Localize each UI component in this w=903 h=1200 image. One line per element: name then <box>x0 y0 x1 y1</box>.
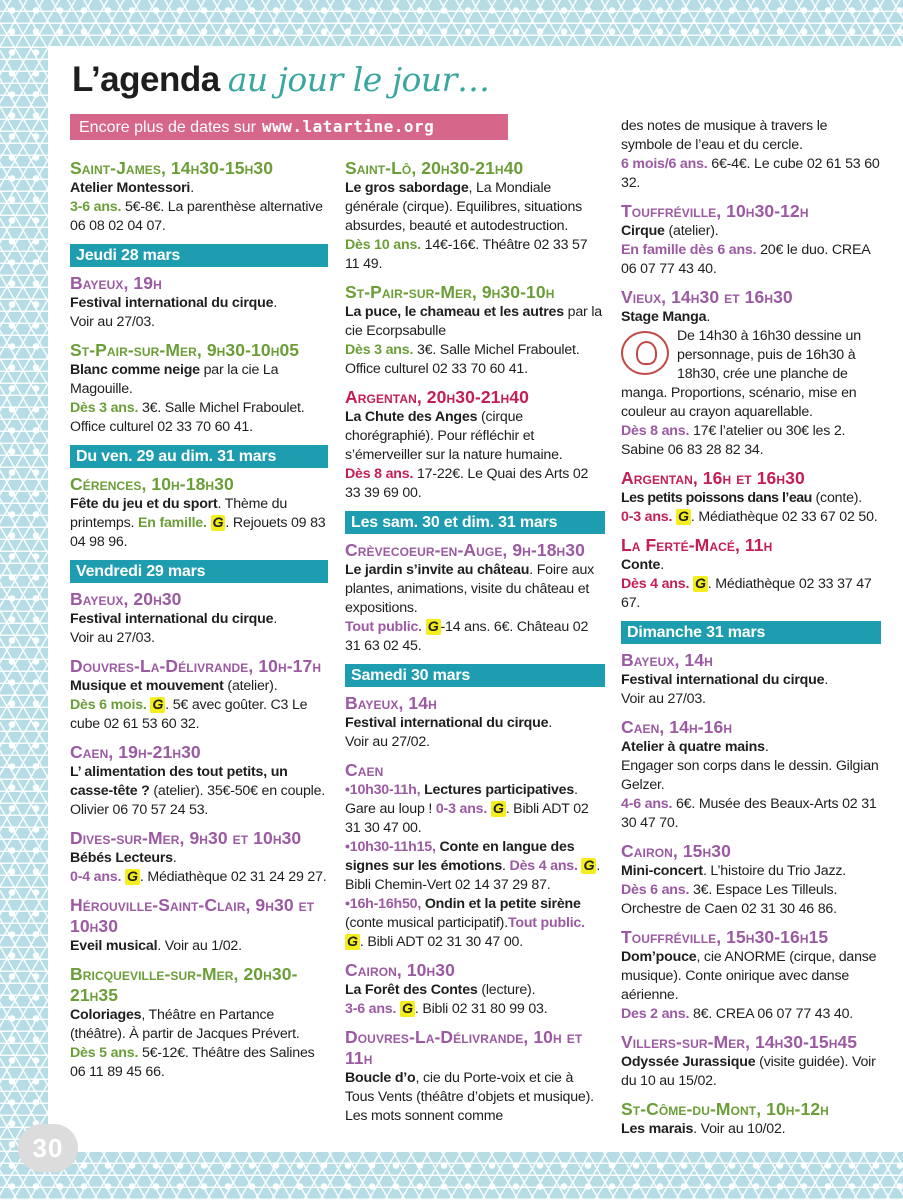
event-cairon: Cairon, 15h30 Mini-concert. L’histoire du Trio Jazz. Dès 6 ans. 3€. Espace Les Tilleuls. Orchestre de Caen 02 31 30 46 86. <box>621 841 847 917</box>
event-bayeux: Bayeux, 14h Festival international du cirque. Voir au 27/02. <box>345 693 553 750</box>
event-saint-james: Saint-James, 14h30-15h30 Atelier Montessori. 3-6 ans. 5€-8€. La parenthèse alternative 06 08 02 04 07. <box>70 158 328 236</box>
section-header: Samedi 30 mars <box>345 664 605 687</box>
event-la-ferte-mace: La Ferté-Macé, 11h Conte. Dès 4 ans. G . Médiathèque 02 33 37 47 67. <box>621 535 872 611</box>
event-bayeux: Bayeux, 14h Festival international du cirque. Voir au 27/03. <box>621 650 829 707</box>
section-header: Dimanche 31 mars <box>621 621 881 644</box>
page-number: 30 <box>18 1124 78 1172</box>
event-bayeux: Bayeux, 19h Festival international du cirque. Voir au 27/03. <box>70 273 278 330</box>
event-vieux: Vieux, 14h30 et 16h30 Stage Manga. De 14h30 à 16h30 dessine un personnage, puis de 16h30 à 18h30, crée une planche de manga. Proportions, scénario, mise en couleur au crayon aquarellable. Dès 8 ans. 17€ l’atelier ou 30€ les 2. Sabine 06 83 28 82 34. <box>621 287 861 458</box>
event-caen: Caen •10h30-11h, Lectures participatives. Gare au loup ! 0-3 ans. G . Bibli ADT 02 31 30 47 00. •10h30-11h15, Conte en langue des signes sur les émotions. Dès 4 ans. G . Bibli Chemin-Vert 02 14 37 29 87. •16h-16h50, Ondin et la petite sirène (conte musical participatif).Tout public. G . Bibli ADT 02 31 30 47 00. <box>345 760 601 950</box>
manga-character-icon <box>621 331 669 375</box>
event-bayeux: Bayeux, 20h30 Festival international du cirque. Voir au 27/03. <box>70 589 278 646</box>
event-st-pair: St-Pair-sur-Mer, 9h30-10h05 Blanc comme neige par la cie La Magouille. Dès 3 ans. 3€. Salle Michel Fraboulet. Office culturel 02 33 70 60 41. <box>70 340 305 435</box>
section-header: Du ven. 29 au dim. 31 mars <box>70 445 328 468</box>
page-title: L’agenda au jour le jour… <box>72 60 490 99</box>
website-url[interactable]: www.latartine.org <box>262 117 435 136</box>
website-banner[interactable]: Encore plus de dates sur www.latartine.org <box>70 114 508 140</box>
event-dives: Dives-sur-Mer, 9h30 et 10h30 Bébés Lecteurs. 0-4 ans. G . Médiathèque 02 31 24 29 27. <box>70 828 327 885</box>
column-2 <box>345 158 605 1134</box>
event-location: Saint-James, 14h30-15h30 <box>70 158 274 178</box>
event-herouville: Hérouville-Saint-Clair, 9h30 et 10h30 Eveil musical. Voir au 1/02. <box>70 895 315 954</box>
event-caen: Caen, 19h-21h30 L’ alimentation des tout petits, un casse-tête ? (atelier). 35€-50€ en couple. Olivier 06 70 57 24 53. <box>70 742 326 818</box>
section-header: Vendredi 29 mars <box>70 560 328 583</box>
event-douvres: Douvres-La-Délivrande, 10h-17h Musique et mouvement (atelier). Dès 6 mois. G . 5€ avec goûter. C3 Le cube 02 61 53 60 32. <box>70 656 322 732</box>
section-header: Les sam. 30 et dim. 31 mars <box>345 511 605 534</box>
event-crevecoeur: Crèvecoeur-en-Auge, 9h-18h30 Le jardin s’invite au château. Foire aux plantes, animations, visite du château et expositions. Tout public. G -14 ans. 6€. Château 02 31 63 02 45. <box>345 540 595 654</box>
event-touffreville: Touffréville, 15h30-16h15 Dom’pouce, cie ANORME (cirque, danse musique). Conte onirique avec danse aérienne. Des 2 ans. 8€. CREA 06 07 77 43 40. <box>621 927 877 1022</box>
page-subtitle: au jour le jour… <box>227 60 490 99</box>
event-continued: des notes de musique à travers le symbole de l’eau et du cercle. 6 mois/6 ans. 6€-4€. Le cube 02 61 53 60 32. <box>621 118 880 191</box>
event-st-pair: St-Pair-sur-Mer, 9h30-10h La puce, le chameau et les autres par la cie Ecorpsabulle Dès 3 ans. 3€. Salle Michel Fraboulet. Office culturel 02 33 70 60 41. <box>345 282 602 377</box>
section-header: Jeudi 28 mars <box>70 244 328 267</box>
event-touffreville: Touffréville, 10h30-12h Cirque (atelier). En famille dès 6 ans. 20€ le duo. CREA 06 07 77 43 40. <box>621 201 870 277</box>
column-1 <box>70 158 328 1090</box>
free-badge: G <box>212 515 224 531</box>
event-villers: Villers-sur-Mer, 14h30-15h45 Odyssée Jurassique (visite guidée). Voir du 10 au 15/02. <box>621 1032 876 1089</box>
event-argentan: Argentan, 16h et 16h30 Les petits poissons dans l’eau (conte). 0-3 ans. G . Médiathèque 02 33 67 02 50. <box>621 468 878 525</box>
event-cairon: Cairon, 10h30 La Forêt des Contes (lecture). 3-6 ans. G . Bibli 02 31 80 99 03. <box>345 960 548 1017</box>
column-3 <box>621 117 881 1147</box>
event-bricqueville: Bricqueville-sur-Mer, 20h30-21h35 Coloriages, Théâtre en Partance (théâtre). À partir de Jacques Prévert. Dès 5 ans. 5€-12€. Théâtre des Salines 06 11 89 45 66. <box>70 964 315 1080</box>
event-st-come: St-Côme-du-Mont, 10h-12h Les marais. Voir au 10/02. <box>621 1099 829 1137</box>
event-douvres: Douvres-La-Délivrande, 10h et 11h Boucle d’o, cie du Porte-voix et cie à Tous Vents (théâtre d’objets et musique). Les mots sonnent comme <box>345 1027 594 1124</box>
event-argentan: Argentan, 20h30-21h40 La Chute des Anges (cirque chorégraphié). Pour réfléchir et s’émerveiller sur la nature humaine. Dès 8 ans. 17-22€. Le Quai des Arts 02 33 39 69 00. <box>345 387 589 501</box>
event-caen: Caen, 14h-16h Atelier à quatre mains. Engager son corps dans le dessin. Gilgian Gelzer. 4-6 ans. 6€. Musée des Beaux-Arts 02 31 30 47 70. <box>621 717 879 831</box>
event-cerences: Cérences, 10h-18h30 Fête du jeu et du sport. Thème du printemps. En famille. G . Rejouets 09 83 04 98 96. <box>70 474 326 550</box>
event-saint-lo: Saint-Lô, 20h30-21h40 Le gros sabordage, La Mondiale générale (cirque). Equilibres, situations absurdes, beauté et autodestruction. Dès 10 ans. 14€-16€. Théâtre 02 33 57 11 49. <box>345 158 588 272</box>
